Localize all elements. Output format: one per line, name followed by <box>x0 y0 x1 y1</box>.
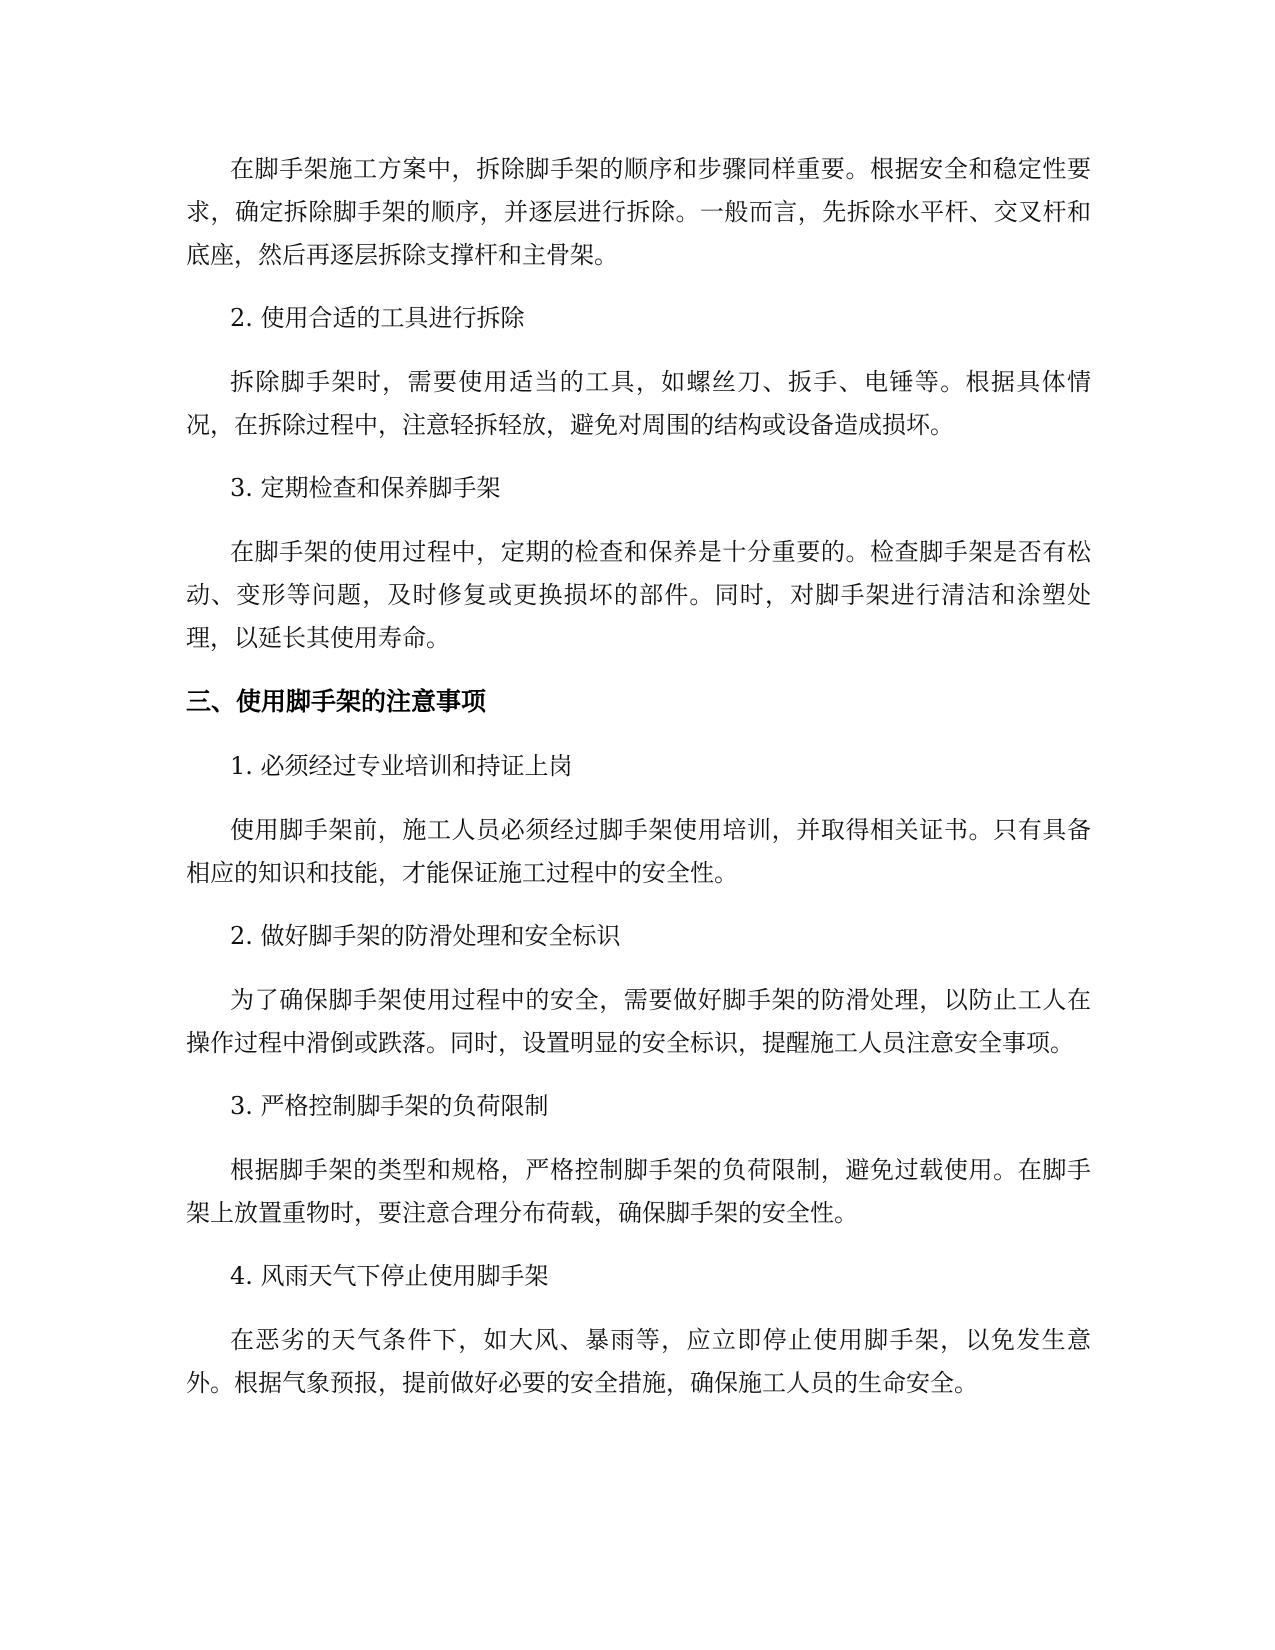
paragraph-dismantling-order: 在脚手架施工方案中，拆除脚手架的顺序和步骤同样重要。根据安全和稳定性要求，确定拆除脚手架的顺序，并逐层进行拆除。一般而言，先拆除水平杆、交叉杆和底座，然后再逐层拆除支撑杆和主骨架。 <box>186 155 1091 269</box>
list-item-training-certification: 1. 必须经过专业培训和持证上岗 <box>230 752 573 780</box>
paragraph-proper-tools: 拆除脚手架时，需要使用适当的工具，如螺丝刀、扳手、电锤等。根据具体情况，在拆除过程中，注意轻拆轻放，避免对周围的结构或设备造成损坏。 <box>186 368 1091 439</box>
section-heading-precautions: 三、使用脚手架的注意事项 <box>186 687 487 716</box>
list-item-regular-inspection: 3. 定期检查和保养脚手架 <box>230 474 501 502</box>
list-item-load-limit: 3. 严格控制脚手架的负荷限制 <box>230 1092 549 1120</box>
paragraph-regular-inspection: 在脚手架的使用过程中，定期的检查和保养是十分重要的。检查脚手架是否有松动、变形等问题，及时修复或更换损坏的部件。同时，对脚手架进行清洁和涂塑处理，以延长其使用寿命。 <box>186 538 1091 652</box>
list-item-proper-tools: 2. 使用合适的工具进行拆除 <box>230 304 525 332</box>
list-item-bad-weather: 4. 风雨天气下停止使用脚手架 <box>230 1262 549 1290</box>
paragraph-load-limit: 根据脚手架的类型和规格，严格控制脚手架的负荷限制，避免过载使用。在脚手架上放置重物时，要注意合理分布荷载，确保脚手架的安全性。 <box>186 1156 1091 1227</box>
paragraph-bad-weather: 在恶劣的天气条件下，如大风、暴雨等，应立即停止使用脚手架，以免发生意外。根据气象预报，提前做好必要的安全措施，确保施工人员的生命安全。 <box>186 1326 1091 1397</box>
paragraph-training-certification: 使用脚手架前，施工人员必须经过脚手架使用培训，并取得相关证书。只有具备相应的知识和技能，才能保证施工过程中的安全性。 <box>186 816 1091 887</box>
list-item-anti-slip-signage: 2. 做好脚手架的防滑处理和安全标识 <box>230 922 621 950</box>
document-body <box>186 148 1091 1425</box>
paragraph-anti-slip-signage: 为了确保脚手架使用过程中的安全，需要做好脚手架的防滑处理，以防止工人在操作过程中滑倒或跌落。同时，设置明显的安全标识，提醒施工人员注意安全事项。 <box>186 986 1091 1057</box>
